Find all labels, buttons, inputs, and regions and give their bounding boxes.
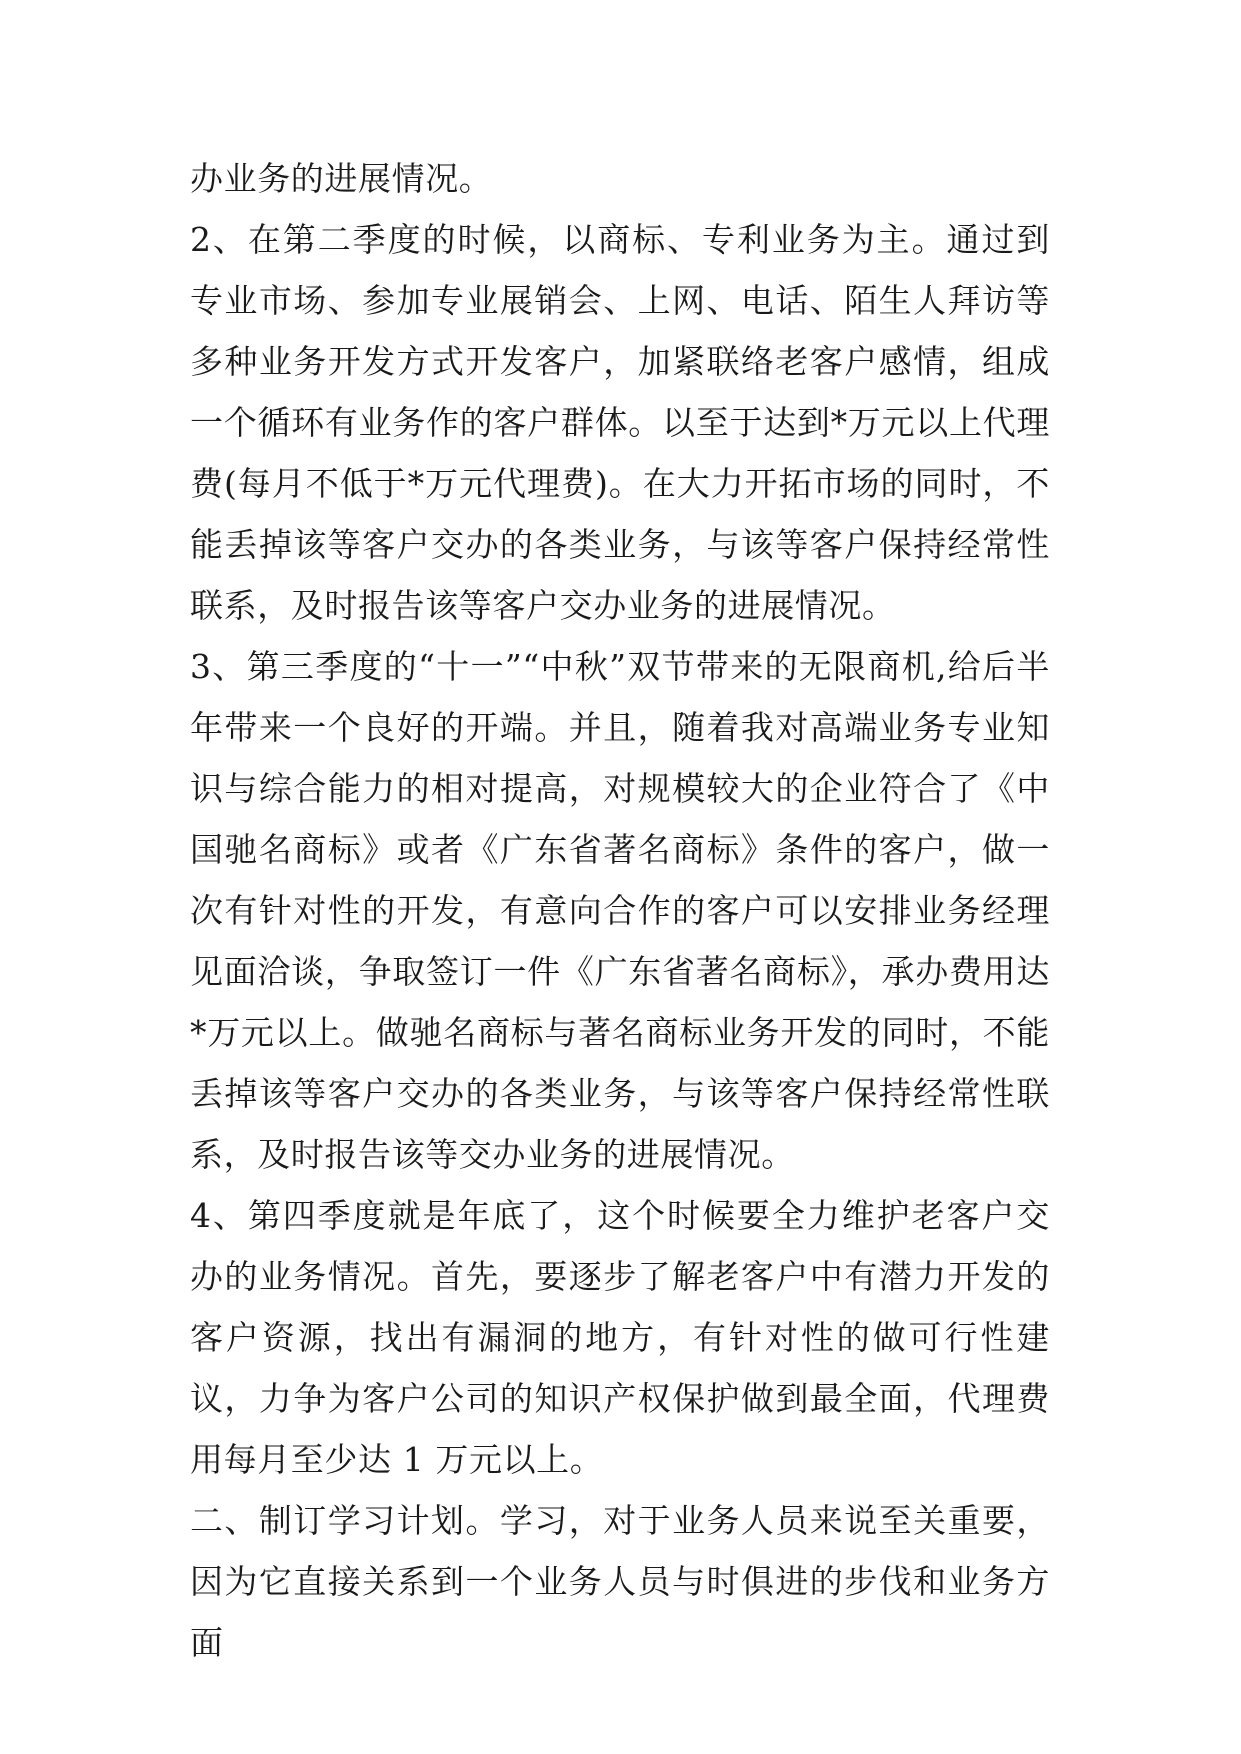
paragraph-q2: 2、在第二季度的时候，以商标、专利业务为主。通过到专业市场、参加专业展销会、上网、电话、陌生人拜访等多种业务开发方式开发客户，加紧联络老客户感情，组成一个循环有业务作的客户群体。以至于达到*万元以上代理费(每月不低于*万元代理费)。在大力开拓市场的同时，不能丢掉该等客户交办的各类业务，与该等客户保持经常性联系，及时报告该等客户交办业务的进展情况。 xyxy=(190,220,1050,625)
document-body xyxy=(190,148,1050,1673)
paragraph-q3: 3、第三季度的“十一”“中秋”双节带来的无限商机,给后半年带来一个良好的开端。并且，随着我对高端业务专业知识与综合能力的相对提高，对规模较大的企业符合了《中国驰名商标》或者《广东省著名商标》条件的客户，做一次有针对性的开发，有意向合作的客户可以安排业务经理见面洽谈，争取签订一件《广东省著名商标》，承办费用达*万元以上。做驰名商标与著名商标业务开发的同时，不能丢掉该等客户交办的各类业务，与该等客户保持经常性联系，及时报告该等交办业务的进展情况。 xyxy=(190,647,1050,1174)
paragraph-q4: 4、第四季度就是年底了，这个时候要全力维护老客户交办的业务情况。首先，要逐步了解老客户中有潜力开发的客户资源，找出有漏洞的地方，有针对性的做可行性建议，力争为客户公司的知识产权保护做到最全面，代理费用每月至少达 1 万元以上。 xyxy=(190,1196,1050,1479)
paragraph-continuation: 办业务的进展情况。 xyxy=(190,159,493,198)
paragraph-study-plan: 二、制订学习计划。学习，对于业务人员来说至关重要，因为它直接关系到一个业务人员与时俱进的步伐和业务方面 xyxy=(190,1501,1050,1662)
